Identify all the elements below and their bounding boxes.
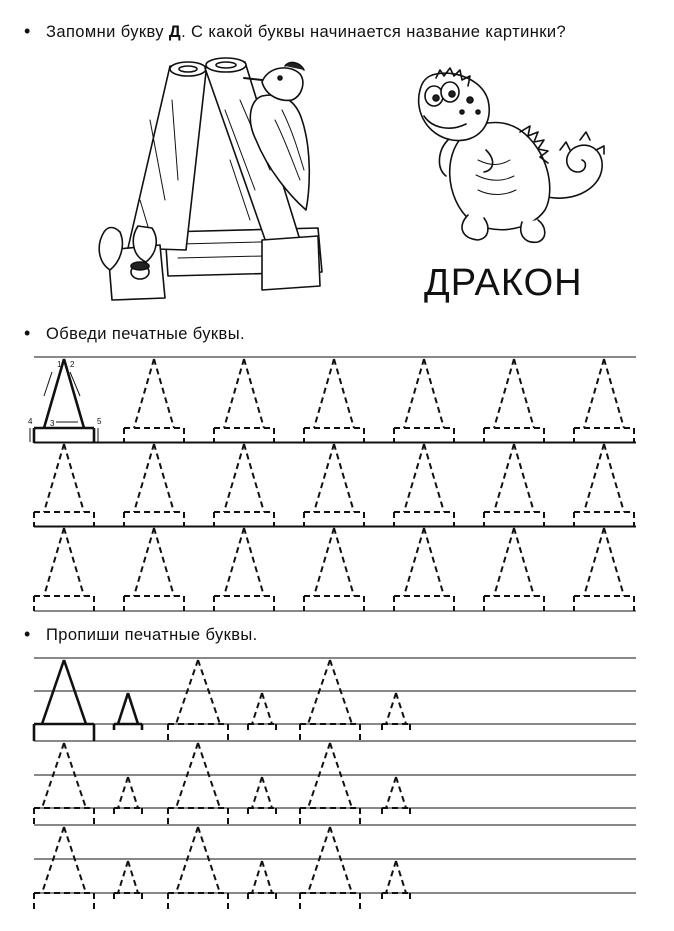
write-letter-d-right-stroke: [128, 777, 138, 808]
write-letter-d-right-stroke: [396, 693, 406, 724]
trace-letter-d-left-stroke: [584, 528, 604, 596]
write-letter-d-left-stroke: [118, 777, 128, 808]
write-letter-d-right-stroke: [396, 861, 406, 893]
write-letter-d-left-stroke: [176, 660, 198, 724]
trace-letter-d-right-stroke: [334, 444, 354, 512]
trace-letter-d-right-stroke: [244, 359, 264, 428]
trace-letter-d-right-stroke: [604, 528, 624, 596]
trace-letter-d-left-stroke: [44, 528, 64, 596]
bullet: •: [24, 21, 31, 41]
trace-letter-d-right-stroke: [64, 528, 84, 596]
write-letter-d-right-stroke: [198, 827, 220, 893]
write-letter-d-left-stroke: [386, 693, 396, 724]
trace-letter-d-right-stroke: [424, 359, 444, 428]
trace-letter-d-right-stroke: [514, 359, 534, 428]
bullet: •: [24, 323, 31, 343]
write-letter-d-left-stroke: [386, 861, 396, 893]
trace-letter-d-left-stroke: [584, 359, 604, 428]
bullet: •: [24, 624, 31, 644]
write-letter-d-right-stroke: [330, 660, 352, 724]
write-letter-d-left-stroke: [118, 861, 128, 893]
write-letter-d-left-stroke: [176, 827, 198, 893]
sample-letter-d-right-stroke: [64, 359, 84, 428]
instruction-text: Пропиши печатные буквы.: [46, 626, 258, 644]
stroke-order-label: 4: [28, 417, 33, 426]
trace-letter-d-left-stroke: [224, 444, 244, 512]
instruction-text-start: Запомни букву: [46, 23, 169, 41]
trace-letter-d-left-stroke: [494, 359, 514, 428]
write-letter-d-left-stroke: [308, 660, 330, 724]
trace-letter-d-right-stroke: [604, 359, 624, 428]
write-letter-d-right-stroke: [262, 777, 272, 808]
write-letter-d-right-stroke: [330, 827, 352, 893]
instruction-text: Обведи печатные буквы.: [46, 325, 245, 343]
highlighted-letter: Д: [168, 23, 182, 41]
trace-letter-d-right-stroke: [154, 359, 174, 428]
write-letter-d-left-stroke: [386, 777, 396, 808]
write-letter-d-right-stroke: [262, 861, 272, 893]
trace-letter-d-right-stroke: [244, 444, 264, 512]
stroke-order-label: 1: [57, 360, 62, 369]
sample-letter-d-left-stroke: [44, 359, 64, 428]
write-letter-d-right-stroke: [198, 660, 220, 724]
trace-letter-d-left-stroke: [44, 444, 64, 512]
trace-letter-d-left-stroke: [404, 444, 424, 512]
trace-letter-d-right-stroke: [244, 528, 264, 596]
picture-word: ДРАКОН: [424, 262, 583, 304]
trace-letter-d-left-stroke: [494, 444, 514, 512]
trace-letter-d-right-stroke: [334, 528, 354, 596]
trace-letter-d-left-stroke: [404, 359, 424, 428]
write-letter-d-left-stroke: [252, 693, 262, 724]
trace-letter-d-left-stroke: [134, 528, 154, 596]
trace-letter-d-right-stroke: [514, 444, 534, 512]
trace-letter-d-left-stroke: [404, 528, 424, 596]
trace-letter-d-right-stroke: [424, 528, 444, 596]
trace-letter-d-right-stroke: [424, 444, 444, 512]
sample-letter-d-left-stroke: [118, 693, 128, 724]
write-letter-d-left-stroke: [252, 777, 262, 808]
write-letter-d-left-stroke: [42, 827, 64, 893]
sample-letter-d-right-stroke: [64, 660, 86, 724]
trace-letter-d-left-stroke: [584, 444, 604, 512]
trace-letter-d-left-stroke: [134, 444, 154, 512]
write-letter-d-right-stroke: [396, 777, 406, 808]
stroke-order-label: 5: [97, 417, 102, 426]
trace-letter-d-left-stroke: [314, 444, 334, 512]
trace-letter-d-left-stroke: [224, 528, 244, 596]
stroke-order-arrow: [44, 372, 52, 396]
trace-letter-d-left-stroke: [494, 528, 514, 596]
write-letter-d-left-stroke: [308, 827, 330, 893]
stroke-order-label: 3: [50, 419, 55, 428]
trace-letter-d-left-stroke: [224, 359, 244, 428]
write-letter-d-right-stroke: [64, 827, 86, 893]
stroke-order-label: 2: [70, 360, 75, 369]
trace-letter-d-left-stroke: [314, 528, 334, 596]
trace-letter-d-left-stroke: [134, 359, 154, 428]
trace-letter-d-right-stroke: [64, 444, 84, 512]
trace-letter-d-right-stroke: [154, 444, 174, 512]
trace-letter-d-left-stroke: [314, 359, 334, 428]
trace-letter-d-right-stroke: [604, 444, 624, 512]
write-letter-d-left-stroke: [252, 861, 262, 893]
write-letter-d-right-stroke: [128, 861, 138, 893]
instruction-text-end: . С какой буквы начинается название картинки?: [181, 23, 567, 41]
trace-letter-d-right-stroke: [334, 359, 354, 428]
sample-letter-d-left-stroke: [42, 660, 64, 724]
sample-letter-d-right-stroke: [128, 693, 138, 724]
trace-letter-d-right-stroke: [514, 528, 534, 596]
write-letter-d-right-stroke: [262, 693, 272, 724]
trace-letter-d-right-stroke: [154, 528, 174, 596]
